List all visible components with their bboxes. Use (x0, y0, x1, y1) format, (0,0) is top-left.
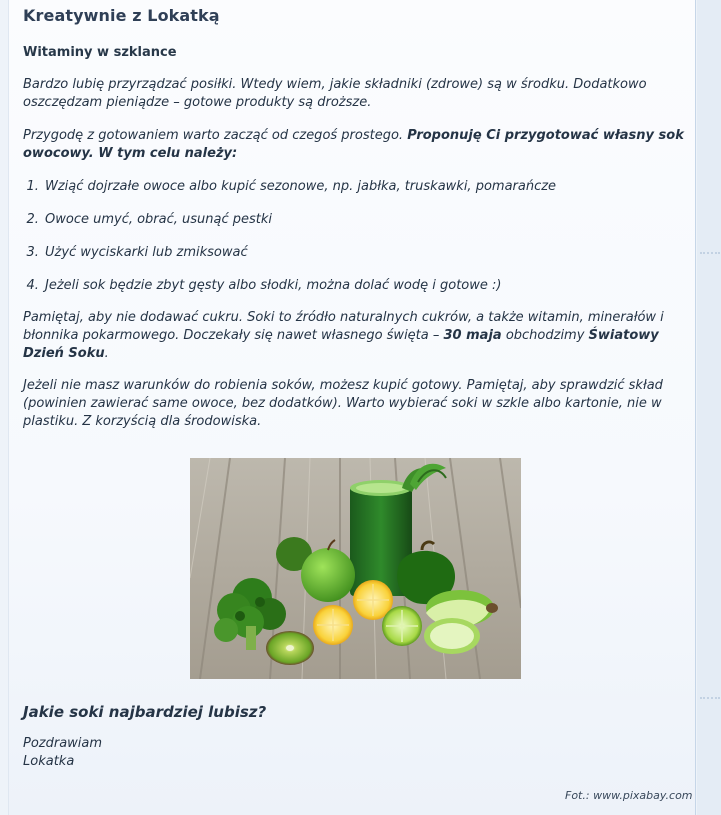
list-item: 2. Owoce umyć, obrać, usunąć pestki (43, 211, 693, 244)
sugar-text: Pamiętaj, aby nie dodawać cukru. Soki to źródło naturalnych cukrów, a także witamin, minerałów i błonnika pokarmowego. Doczekały się nawet własnego święta – (23, 310, 664, 343)
juice-day-date: 30 maja (443, 328, 502, 343)
list-item: 4. Jeżeli sok będzie zbyt gęsty albo słodki, można dolać wodę i gotowe :) (43, 277, 693, 310)
gutter-decoration (700, 697, 720, 701)
store-paragraph: Jeżeli nie masz warunków do robienia soków, możesz kupić gotowy. Pamiętaj, aby sprawdzić skład (powinien zawierać same owoce, bez dodatków). Warto wybierać soki w szkle albo kartonie, nie w plastiku. Z korzyścią dla środowiska. (23, 378, 663, 429)
greeting: Pozdrawiam (23, 736, 103, 751)
steps-list (23, 178, 693, 310)
sugar-text-mid: obchodzimy (501, 328, 589, 343)
cooking-bold-text: Proponuję Ci przygotować własny sok owocowy. W tym celu należy: (23, 128, 684, 161)
closing-question: Jakie soki najbardziej lubisz? (23, 703, 267, 721)
photo-credit: Fot.: www.pixabay.com (565, 789, 693, 802)
juice-day-name: Światowy Dzień Soku (23, 328, 659, 361)
sugar-text-end: . (104, 346, 109, 361)
sugar-paragraph (23, 309, 695, 363)
cooking-paragraph (23, 127, 695, 163)
green-juice-illustration (190, 458, 521, 679)
intro-paragraph: Bardzo lubię przyrządzać posiłki. Wtedy wiem, jakie składniki (zdrowe) są w środku. Dodatkowo oszczędzam pieniądze – gotowe produkty są droższe. (23, 77, 647, 110)
post-subtitle: Witaminy w szklance (23, 45, 177, 60)
green-juice-photo (190, 458, 521, 679)
list-item: 3. Użyć wyciskarki lub zmiksować (43, 244, 693, 277)
gutter-decoration (700, 252, 720, 256)
cooking-text: Przygodę z gotowaniem warto zacząć od czegoś prostego. (23, 128, 408, 143)
signature: Lokatka (23, 754, 75, 769)
post-title: Kreatywnie z Lokatką (23, 6, 220, 25)
list-item: 1. Wziąć dojrzałe owoce albo kupić sezonowe, np. jabłka, truskawki, pomarańcze (43, 178, 693, 211)
blog-post (8, 0, 696, 815)
page-right-gutter (697, 0, 721, 815)
